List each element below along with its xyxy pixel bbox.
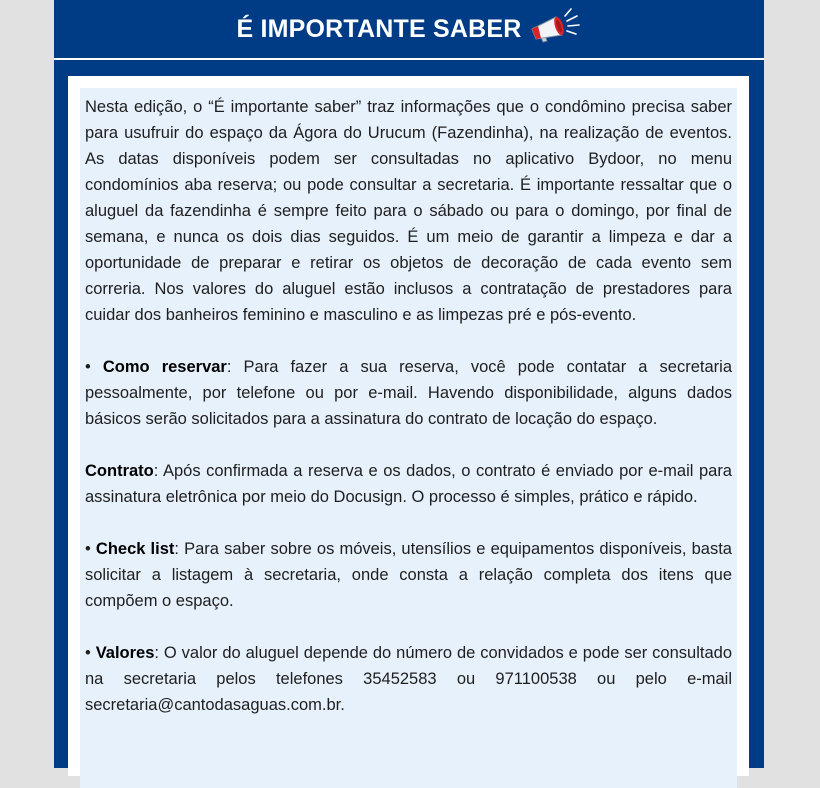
bullet: •	[85, 540, 96, 558]
section-como-reservar	[85, 354, 732, 432]
section-label: Valores	[95, 644, 155, 662]
section-label: Como reservar	[102, 358, 227, 376]
newsletter-frame	[54, 0, 764, 768]
article-card	[68, 76, 749, 776]
bullet: •	[85, 358, 103, 376]
section-contrato	[85, 458, 732, 510]
article-body	[80, 88, 737, 788]
bullet: •	[85, 644, 96, 662]
header-divider	[54, 58, 764, 60]
section-valores	[85, 640, 732, 718]
section-label: Check list	[95, 540, 175, 558]
section-text: : O valor do aluguel depende do número de convidados e pode ser consultado na secretaria pelos telefones 35452583 ou 971100538 ou pelo e-mail secretaria@cantodasaguas.com.br.	[85, 644, 732, 714]
section-check-list	[85, 536, 732, 614]
section-text: : Para saber sobre os móveis, utensílios e equipamentos disponíveis, basta solicitar a listagem à secretaria, onde consta a relação completa dos itens que compõem o espaço.	[85, 540, 732, 610]
intro-paragraph: Nesta edição, o “É importante saber” traz informações que o condômino precisa saber para usufruir do espaço da Ágora do Urucum (Fazendinha), na realização de eventos. As datas disponíveis podem ser consultadas no aplicativo Bydoor, no menu condomínios aba reserva; ou pode consultar a secretaria. É importante ressaltar que o aluguel da fazendinha é sempre feito para o sábado ou para o domingo, por final de semana, e nunca os dois dias seguidos. É um meio de garantir a limpeza e dar a oportunidade de preparar e retirar os objetos de decoração de cada evento sem correria. Nos valores do aluguel estão inclusos a contratação de prestadores para cuidar dos banheiros feminino e masculino e as limpezas pré e pós-evento.	[85, 98, 732, 324]
section-text: : Para fazer a sua reserva, você pode contatar a secretaria pessoalmente, por telefone ou por e-mail. Havendo disponibilidade, alguns dados básicos serão solicitados para a assinatura do contrato de locação do espaço.	[85, 358, 732, 428]
megaphone-icon	[526, 5, 582, 49]
header-banner	[54, 0, 764, 58]
page-title: É IMPORTANTE SABER	[236, 14, 522, 43]
section-label: Contrato	[85, 462, 154, 480]
section-text: : Após confirmada a reserva e os dados, o contrato é enviado por e-mail para assinatura eletrônica por meio do Docusign. O processo é simples, prático e rápido.	[85, 462, 732, 506]
